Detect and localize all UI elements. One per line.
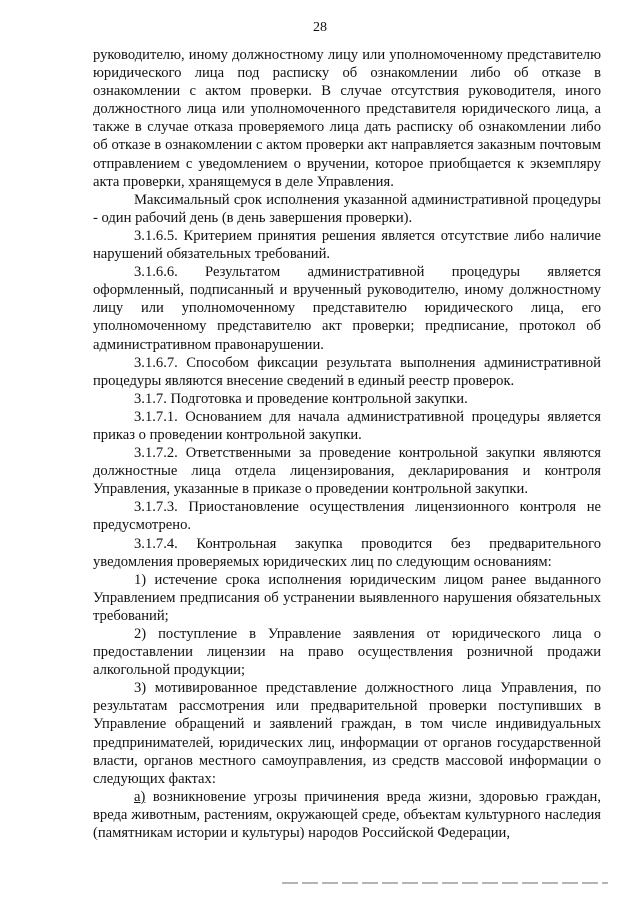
paragraph-3-1-7-1: 3.1.7.1. Основанием для начала административной процедуры является приказ о проведении контрольной закупки.	[93, 408, 601, 443]
paragraph-continuation: руководителю, иному должностному лицу или уполномоченному представителю юридического лица под расписку об ознакомлении либо об отказе в ознакомлении с актом проверки. В случае отсутствия руководителя, иного должностного лица или уполномоченного представителя юридического лица, а также в случае отказа проверяемого лица дать расписку об ознакомлении либо об отказе в ознакомлении с актом проверки акт направляется заказным почтовым отправлением с уведомлением о вручении, которое приобщается к экземпляру акта проверки, хранящемуся в деле Управления.	[93, 47, 601, 190]
page-number: 28	[313, 20, 327, 35]
paragraph-3-1-7-2: 3.1.7.2. Ответственными за проведение контрольной закупки являются должностные лица отдела лицензирования, декларирования и контроля Управления, указанные в приказе о проведении контрольной закупки.	[93, 445, 601, 498]
paragraph-3-1-6-5: 3.1.6.5. Критерием принятия решения является отсутствие либо наличие нарушений обязательных требований.	[93, 227, 601, 263]
item-a-label: а)	[134, 788, 146, 805]
body-text	[93, 46, 601, 842]
paragraph-3-1-7: 3.1.7. Подготовка и проведение контрольной закупки.	[134, 390, 468, 407]
list-item-1: 1) истечение срока исполнения юридическим лицом ранее выданного Управлением предписания об устранении выявленного нарушения обязательных требований;	[93, 571, 601, 624]
paragraph-3-1-7-4: 3.1.7.4. Контрольная закупка проводится без предварительного уведомления проверяемых юридических лиц по следующим основаниям:	[93, 535, 601, 570]
footer-scan-rule	[282, 882, 608, 884]
list-item-2: 2) поступление в Управление заявления от юридического лица о предоставлении лицензии на право осуществления розничной продажи алкогольной продукции;	[93, 626, 601, 679]
paragraph-3-1-7-3: 3.1.7.3. Приостановление осуществления лицензионного контроля не предусмотрено.	[93, 499, 601, 534]
list-item-3: 3) мотивированное представление должностного лица Управления, по результатам рассмотрения или предварительной проверки поступивших в Управление обращений и заявлений граждан, в том числе индивидуальных предпринимателей, юридических лиц, информации от органов государственной власти, органов местного самоуправления, из средств массовой информации о следующих фактах:	[93, 680, 601, 787]
paragraph-3-1-6-6: 3.1.6.6. Результатом административной процедуры является оформленный, подписанный и врученный руководителю, иному должностному лицу или уполномоченному представителю юридического лица, его уполномоченному представителю акт проверки; предписание, протокол об административном правонарушении.	[93, 264, 601, 353]
paragraph-3-1-6-7: 3.1.6.7. Способом фиксации результата выполнения административной процедуры являются внесение сведений в единый реестр проверок.	[93, 354, 601, 389]
list-item-a	[93, 788, 601, 842]
item-a-text: возникновение угрозы причинения вреда жизни, здоровью граждан, вреда животным, растениям, окружающей среде, объектам культурного наследия (памятникам истории и культуры) народов Российской Федерации,	[93, 788, 601, 842]
paragraph-max-term: Максимальный срок исполнения указанной административной процедуры - один рабочий день (в день завершения проверки).	[93, 191, 601, 226]
